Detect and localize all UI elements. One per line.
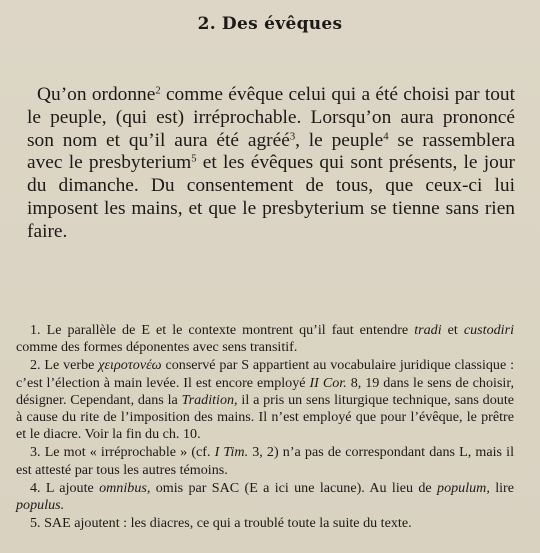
footnote-text: 4. L ajoute: [30, 479, 100, 496]
footnote-text: 3, 2) n’a pas de correspondant dans L, mais il est attesté par tous les autres témoins.: [16, 444, 514, 478]
section-number: 2.: [197, 14, 216, 34]
footnote-4: [16, 480, 514, 514]
footnote-ref-4: 4: [383, 130, 389, 143]
footnote-greek: χειροτονέω: [98, 357, 162, 374]
footnote-italic: II Cor.: [309, 374, 347, 391]
footnote-2: [16, 357, 514, 443]
footnote-ref-2: 2: [155, 84, 161, 97]
main-text-5: et les évêques qui sont présents, le jour du dimanche. Du consentement de tous, que ceux-ci lui imposent les mains, et que le presbyterium se tienne sans rien faire.: [27, 152, 515, 242]
main-text-3: , le peuple: [295, 129, 384, 151]
footnote-5: [16, 515, 514, 532]
footnote-text: il a pris un sens liturgique technique, sans doute à cause du rite de l’imposition des mains. Il n’est employé que pour l’évêque, le prêtre et le diacre. Voir la fin du ch. 10.: [16, 391, 514, 443]
footnote-text: 1. Le parallèle de E et le contexte montrent qu’il faut entendre: [30, 322, 415, 338]
footnote-italic: populus.: [16, 497, 65, 514]
main-text-1: Qu’on ordonne: [37, 84, 156, 105]
footnote-text: 2. Le verbe: [30, 357, 99, 374]
footnote-text: lire: [489, 479, 514, 496]
footnote-text: 5. SAE ajoutent : les diacres, ce qui a troublé toute la suite du texte.: [30, 515, 412, 532]
footnote-italic: I Tim.: [214, 444, 249, 461]
section-heading: [0, 14, 540, 34]
footnote-italic: custodiri: [463, 322, 514, 338]
main-paragraph: [27, 84, 515, 244]
main-text-2: comme évêque celui qui a été choisi par tout le peuple, (qui est) irréprochable. Lorsqu’on aura prononcé son nom et qu’il aura été agréé: [27, 84, 515, 151]
footnote-italic: omnibus,: [99, 479, 151, 496]
section-title: Des évêques: [221, 14, 343, 34]
footnote-text: 8, 19 dans le sens de choisir, désigner. Cependant, dans la: [16, 374, 514, 408]
footnote-text: comme des formes déponentes avec sens transitif.: [16, 339, 298, 356]
footnote-text: 3. Le mot « irréprochable » (cf.: [30, 444, 215, 461]
footnotes: [16, 322, 514, 533]
footnote-text: omis par SAC (E a ici une lacune). Au lieu de: [150, 479, 438, 496]
footnote-1: [16, 322, 514, 356]
footnote-text: et: [441, 322, 464, 338]
footnote-italic: tradi: [414, 322, 442, 338]
footnote-text: conservé par S appartient au vocabulaire juridique classique : c’est l’élection à main levée. Il est encore employé: [16, 357, 514, 391]
footnote-ref-5: 5: [191, 153, 197, 165]
footnote-italic: Tradition,: [181, 391, 238, 408]
footnote-italic: populum,: [437, 479, 490, 496]
main-text-4: se rassemblera avec le presbyterium: [27, 129, 515, 174]
footnote-ref-3: 3: [289, 130, 296, 143]
footnote-3: [16, 444, 514, 478]
